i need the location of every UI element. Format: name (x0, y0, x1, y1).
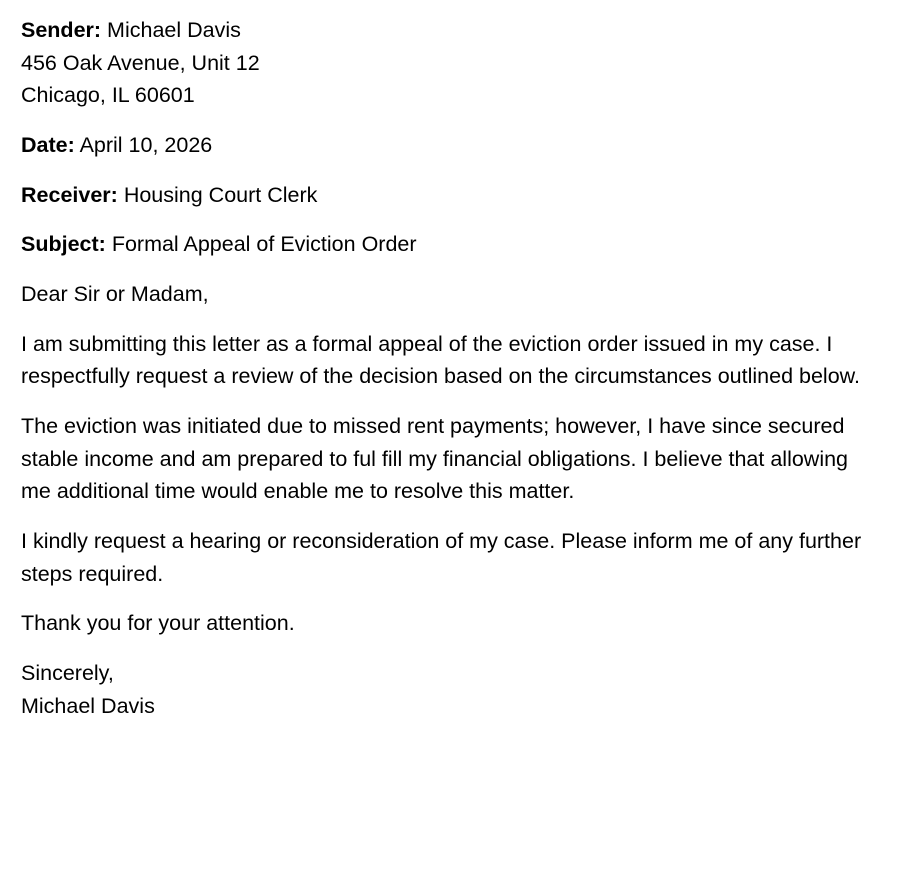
closing-block (21, 657, 878, 722)
sender-label: Sender: (21, 18, 102, 42)
signature-name: Michael Davis (21, 693, 155, 718)
sender-city-state-zip: Chicago, IL 60601 (21, 83, 195, 108)
subject-line (21, 228, 878, 261)
date-value: April 10, 2026 (79, 133, 213, 158)
subject-value: Formal Appeal of Eviction Order (111, 232, 417, 257)
receiver-line (21, 179, 878, 212)
subject-label: Subject: (21, 232, 106, 257)
body-paragraph-3: I kindly request a hearing or reconsideration of my case. Please inform me of any further steps required. (21, 529, 862, 586)
sender-name: Michael Davis (107, 18, 241, 42)
body-paragraph-1: I am submitting this letter as a formal appeal of the eviction order issued in my case. I respectfully request a review of the decision based on the circumstances outlined below. (21, 331, 860, 389)
date-line (21, 129, 878, 162)
sender-block (21, 14, 878, 112)
salutation: Dear Sir or Madam, (21, 282, 209, 307)
body-paragraph-4: Thank you for your attention. (21, 611, 295, 636)
body-paragraph-2: The eviction was initiated due to missed rent payments; however, I have since secured stable income and am prepared to ful fill my financial obligations. I believe that allowing me additional time would enable me to resolve this matter. (21, 414, 849, 504)
sender-street: 456 Oak Avenue, Unit 12 (21, 50, 260, 75)
date-label: Date: (21, 133, 75, 158)
receiver-label: Receiver: (21, 182, 118, 207)
sender-line (21, 14, 878, 47)
receiver-value: Housing Court Clerk (123, 182, 318, 207)
valediction: Sincerely, (21, 661, 114, 686)
